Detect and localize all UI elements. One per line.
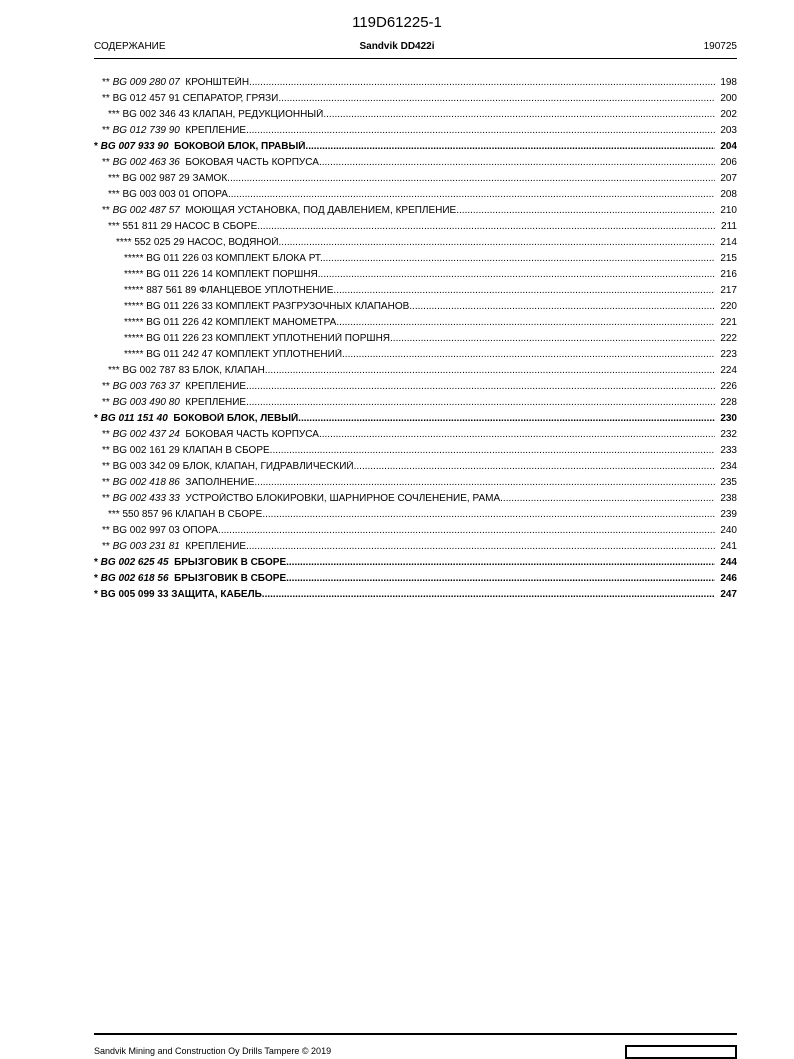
toc-page-number: 211 [721,221,737,232]
toc-part-number: BG 002 161 29 [112,445,180,456]
toc-part-number: BG 011 226 14 [146,269,213,280]
toc-part-number: BG 011 242 47 [146,349,213,360]
toc-title: ОПОРА [182,525,219,536]
toc-entry-text [94,573,715,585]
toc-level-marker: * [94,557,101,568]
toc-page-number: 198 [720,77,737,88]
toc-level-marker: ** [102,493,113,504]
toc-entry[interactable] [94,125,737,141]
toc-part-number: BG 002 987 29 [122,173,190,184]
toc-part-number: 550 857 96 [122,509,173,520]
toc-level-marker: *** [108,221,123,232]
toc-title: КОМПЛЕКТ МАНОМЕТРА [215,317,337,328]
toc-entry-text [94,189,715,201]
toc-entry[interactable] [94,301,737,317]
toc-title: УСТРОЙСТВО БЛОКИРОВКИ, ШАРНИРНОЕ СОЧЛЕНЕНИЕ, РАМА [185,493,501,504]
toc-level-marker: * [94,589,101,600]
toc-part-number: 552 025 29 [134,237,185,248]
toc-entry[interactable] [94,157,737,173]
toc-page-number: 239 [720,509,737,520]
toc-title: КРЕПЛЕНИЕ [185,541,247,552]
sandvik-logo [625,1045,737,1059]
toc-entry[interactable] [94,333,737,349]
toc-title: НАСОС В СБОРЕ [174,221,258,232]
toc-entry[interactable] [94,573,737,589]
toc-level-marker: ** [102,445,113,456]
toc-page-number: 226 [720,381,737,392]
toc-entry[interactable] [94,205,737,221]
header-divider [94,58,737,59]
toc-title: БОКОВОЙ БЛОК, ЛЕВЫЙ [173,413,299,424]
toc-entry-text [94,157,715,169]
toc-title: БЛОК, КЛАПАН, ГИДРАВЛИЧЕСКИЙ [182,461,354,472]
toc-level-marker: ** [102,397,113,408]
toc-page-number: 216 [720,269,737,280]
toc-page-number: 208 [720,189,737,200]
toc-title: НАСОС, ВОДЯНОЙ [187,237,279,248]
toc-entry[interactable] [94,141,737,157]
toc-title: КРЕПЛЕНИЕ [185,125,247,136]
toc-level-marker: ** [102,205,113,216]
toc-part-number: BG 011 226 23 [146,333,213,344]
toc-entry-text [94,301,715,313]
toc-page-number: 221 [720,317,737,328]
toc-entry[interactable] [94,77,737,93]
toc-entry[interactable] [94,541,737,557]
toc-entry[interactable] [94,93,737,109]
toc-entry-text [94,493,715,505]
toc-entry[interactable] [94,237,737,253]
toc-level-marker: ** [102,429,113,440]
toc-level-marker: ***** [124,269,147,280]
toc-entry[interactable] [94,317,737,333]
toc-page-number: 235 [720,477,737,488]
toc-entry[interactable] [94,221,737,237]
toc-part-number: BG 003 003 01 [122,189,190,200]
toc-level-marker: * [94,573,101,584]
toc-part-number: BG 002 437 24 [112,429,180,440]
toc-entry-text [94,317,715,329]
toc-page-number: 241 [720,541,737,552]
toc-entry[interactable] [94,477,737,493]
toc-part-number: BG 002 463 36 [112,157,180,168]
toc-part-number: BG 011 151 40 [100,413,168,424]
document-number: 119D61225-1 [352,14,442,31]
toc-entry-text [94,269,715,281]
toc-entry[interactable] [94,269,737,285]
toc-title: КРЕПЛЕНИЕ [185,397,247,408]
toc-entry-text [94,477,715,489]
toc-title: КРЕПЛЕНИЕ [185,381,247,392]
toc-entry-text [94,589,715,601]
toc-title: БЛОК, КЛАПАН [192,365,265,376]
toc-level-marker: *** [108,109,123,120]
toc-entry[interactable] [94,493,737,509]
toc-entry-text [94,349,715,361]
toc-page-number: 238 [720,493,737,504]
toc-page-number: 202 [720,109,737,120]
toc-title: БОКОВОЙ БЛОК, ПРАВЫЙ [174,141,306,152]
toc-page-number: 207 [720,173,737,184]
toc-title: КЛАПАН В СБОРЕ [175,509,263,520]
toc-page-number: 214 [720,237,737,248]
toc-title: БОКОВАЯ ЧАСТЬ КОРПУСА [185,157,319,168]
toc-title: КОМПЛЕКТ УПЛОТНЕНИЙ ПОРШНЯ [215,333,391,344]
toc-part-number: BG 007 933 90 [100,141,169,152]
toc-entry-text [94,109,715,121]
toc-level-marker: ** [102,381,113,392]
machine-model: Sandvik DD422i [359,41,435,52]
toc-title: КЛАПАН, РЕДУКЦИОННЫЙ [192,109,324,120]
toc-part-number: BG 012 457 91 [112,93,180,104]
toc-entry-text [94,125,715,137]
toc-entry[interactable] [94,557,737,573]
toc-entry-text [94,285,715,297]
toc-entry-text [94,509,715,521]
toc-level-marker: * [94,141,101,152]
toc-page-number: 240 [720,525,737,536]
toc-part-number: 551 811 29 [122,221,172,232]
toc-level-marker: ** [102,125,113,136]
toc-entry-text [94,461,715,473]
toc-part-number: 887 561 89 [146,285,197,296]
toc-part-number: BG 003 763 37 [112,381,180,392]
toc-part-number: BG 002 787 83 [122,365,190,376]
toc-level-marker: *** [108,189,123,200]
toc-entry-text [94,205,715,217]
toc-level-marker: ** [102,157,113,168]
toc-page-number: 228 [720,397,737,408]
toc-level-marker: ** [102,477,113,488]
toc-page-number: 210 [720,205,737,216]
toc-level-marker: ***** [124,285,147,296]
toc-page-number: 224 [720,365,737,376]
toc-entry[interactable] [94,253,737,269]
toc-entry-text [94,77,715,89]
toc-part-number: BG 003 490 80 [112,397,180,408]
toc-entry[interactable] [94,381,737,397]
toc-level-marker: ** [102,525,113,536]
toc-entry-text [94,557,715,569]
toc-entry-text [94,541,715,553]
toc-page-number: 220 [720,301,737,312]
toc-entry-text [94,253,715,265]
toc-page-number: 233 [720,445,737,456]
toc-title: КЛАПАН В СБОРЕ [182,445,270,456]
toc-part-number: BG 005 099 33 [100,589,169,600]
toc-title: ФЛАНЦЕВОЕ УПЛОТНЕНИЕ [199,285,334,296]
table-of-contents [94,77,737,605]
toc-page-number: 247 [720,589,737,600]
toc-level-marker: **** [116,237,135,248]
section-title: СОДЕРЖАНИЕ [94,41,166,52]
toc-title: КОМПЛЕКТ УПЛОТНЕНИЙ [215,349,343,360]
toc-part-number: BG 002 418 86 [112,477,180,488]
toc-entry[interactable] [94,365,737,381]
toc-entry-text [94,445,715,457]
toc-entry-text [94,141,715,153]
toc-title: КОМПЛЕКТ ПОРШНЯ [215,269,318,280]
toc-part-number: BG 009 280 07 [112,77,180,88]
toc-part-number: BG 011 226 33 [146,301,213,312]
toc-page-number: 203 [720,125,737,136]
toc-part-number: BG 011 226 42 [146,317,213,328]
toc-entry[interactable] [94,285,737,301]
toc-entry-text [94,93,715,105]
toc-part-number: BG 002 618 56 [100,573,169,584]
toc-entry[interactable] [94,413,737,429]
toc-entry[interactable] [94,509,737,525]
toc-title: БРЫЗГОВИК В СБОРЕ [174,557,287,568]
toc-entry-text [94,413,715,425]
toc-part-number: BG 002 997 03 [112,525,180,536]
toc-level-marker: ***** [124,301,147,312]
toc-entry[interactable] [94,109,737,125]
toc-title: ЗАЩИТА, КАБЕЛЬ [171,589,262,600]
toc-title: БОКОВАЯ ЧАСТЬ КОРПУСА [185,429,319,440]
toc-page-number: 200 [720,93,737,104]
toc-level-marker: *** [108,173,123,184]
toc-page-number: 230 [720,413,737,424]
toc-entry[interactable] [94,589,737,605]
toc-entry-text [94,237,715,249]
footer-copyright: Sandvik Mining and Construction Oy Drills Tampere © 2019 [94,1046,332,1056]
toc-level-marker: ** [102,461,113,472]
toc-title: КОМПЛЕКТ БЛОКА РТ [215,253,320,264]
toc-page-number: 217 [720,285,737,296]
toc-page-number: 222 [720,333,737,344]
toc-level-marker: ***** [124,253,147,264]
toc-page-number: 204 [720,141,737,152]
toc-page-number: 215 [720,253,737,264]
toc-entry-text [94,429,715,441]
toc-title: ЗАПОЛНЕНИЕ [185,477,255,488]
document-date: 190725 [703,41,737,52]
toc-entry-text [94,173,715,185]
toc-entry-text [94,525,715,537]
toc-entry[interactable] [94,445,737,461]
toc-page-number: 206 [720,157,737,168]
toc-entry[interactable] [94,397,737,413]
toc-title: БРЫЗГОВИК В СБОРЕ [174,573,287,584]
toc-part-number: BG 003 231 81 [112,541,180,552]
toc-part-number: BG 011 226 03 [146,253,213,264]
toc-level-marker: ***** [124,317,147,328]
toc-level-marker: ** [102,77,113,88]
toc-page-number: 246 [720,573,737,584]
toc-part-number: BG 002 346 43 [122,109,190,120]
toc-part-number: BG 003 342 09 [112,461,180,472]
toc-entry-text [94,381,715,393]
toc-entry-text [94,333,715,345]
toc-level-marker: ***** [124,333,147,344]
toc-entry[interactable] [94,429,737,445]
toc-entry[interactable] [94,349,737,365]
toc-part-number: BG 012 739 90 [112,125,180,136]
toc-title: ЗАМОК [192,173,228,184]
toc-title: КРОНШТЕЙН [185,77,250,88]
toc-entry-text [94,221,715,233]
toc-level-marker: ***** [124,349,147,360]
toc-level-marker: * [94,413,101,424]
toc-title: ОПОРА [192,189,228,200]
toc-level-marker: *** [108,365,123,376]
toc-entry-text [94,365,715,377]
toc-title: КОМПЛЕКТ РАЗГРУЗОЧНЫХ КЛАПАНОВ [215,301,410,312]
toc-entry[interactable] [94,461,737,477]
toc-page-number: 232 [720,429,737,440]
toc-page-number: 234 [720,461,737,472]
toc-page-number: 223 [720,349,737,360]
toc-part-number: BG 002 487 57 [112,205,180,216]
toc-level-marker: *** [108,509,123,520]
toc-title: СЕПАРАТОР, ГРЯЗИ [182,93,279,104]
toc-entry-text [94,397,715,409]
toc-entry[interactable] [94,173,737,189]
toc-entry[interactable] [94,189,737,205]
footer-divider [94,1033,737,1035]
toc-entry[interactable] [94,525,737,541]
toc-level-marker: ** [102,541,113,552]
toc-part-number: BG 002 625 45 [100,557,169,568]
toc-level-marker: ** [102,93,113,104]
toc-page-number: 244 [720,557,737,568]
toc-title: МОЮЩАЯ УСТАНОВКА, ПОД ДАВЛЕНИЕМ, КРЕПЛЕНИЕ [185,205,457,216]
toc-part-number: BG 002 433 33 [112,493,180,504]
